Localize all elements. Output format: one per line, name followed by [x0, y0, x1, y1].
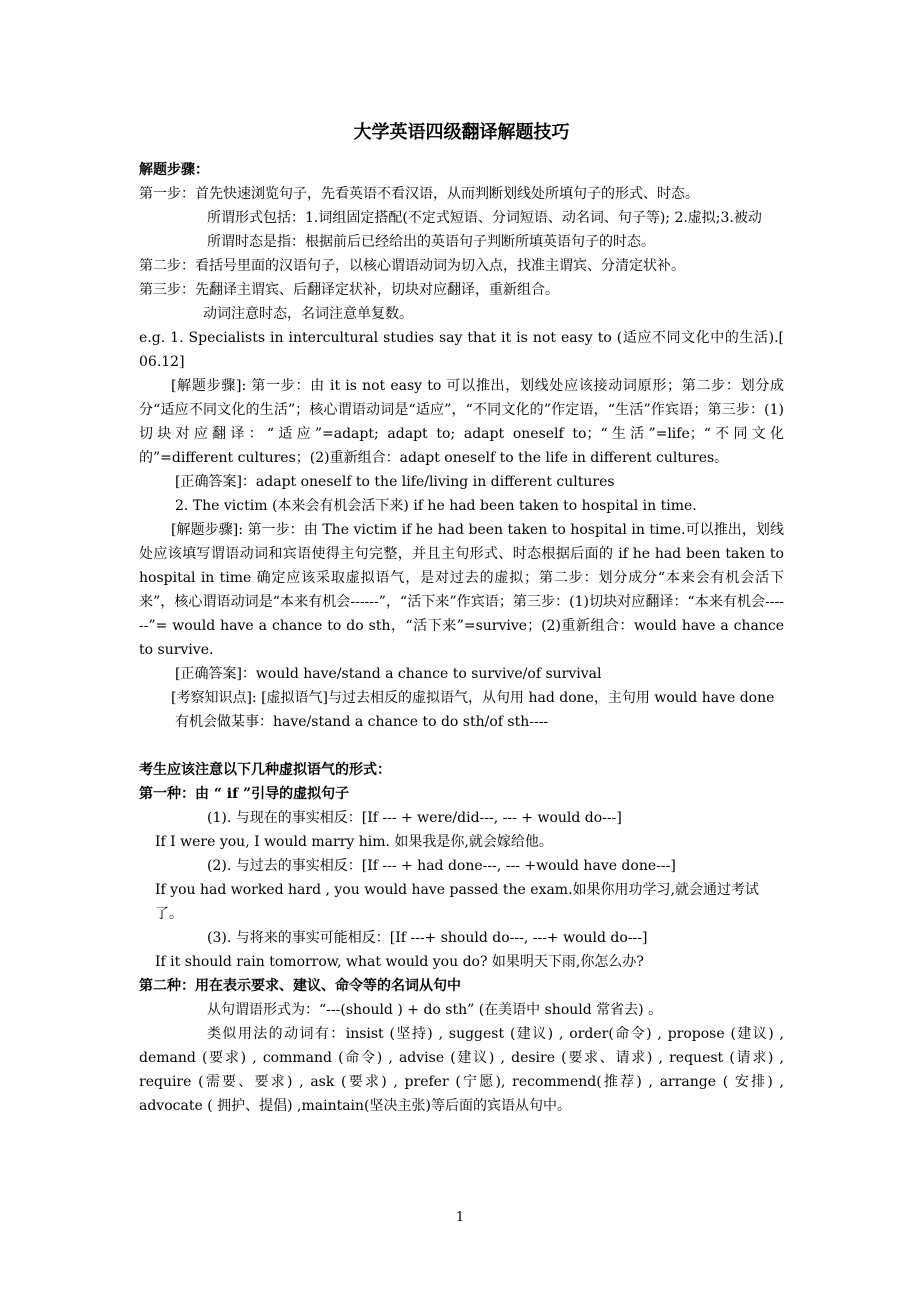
example-2-phrase: 有机会做某事：have/stand a chance to do sth/of sth----	[175, 714, 549, 730]
spacer	[139, 734, 784, 758]
example-2-answer: [正确答案]：would have/stand a chance to survive/of survival	[175, 666, 602, 682]
example-1-sentence: e.g. 1. Specialists in intercultural studies say that it is not easy to (适应不同文化中的生活).[ 06.12]	[139, 330, 784, 370]
steps-heading: 解题步骤：	[139, 162, 209, 178]
step-3: 第三步：先翻译主谓宾、后翻译定状补，切块对应翻译，重新组合。	[139, 282, 559, 298]
type-1-present-example: If I were you, I would marry him. 如果我是你,就会嫁给他。	[155, 834, 553, 850]
page-title: 大学英语四级翻译解题技巧	[353, 122, 570, 143]
step-1-tense-note: 所谓时态是指：根据前后已经给出的英语句子判断所填英语句子的时态。	[207, 234, 655, 250]
example-2-knowledge-point: [考察知识点]: [虚拟语气]与过去相反的虚拟语气，从句用 had done，主句用 would have done	[171, 690, 775, 706]
type-1-future-rule: (3). 与将来的事实可能相反：[If ---+ should do---, ---+ would do---]	[207, 930, 648, 946]
example-1-answer: [正确答案]：adapt oneself to the life/living in different cultures	[175, 474, 615, 490]
step-1-form-note: 所谓形式包括：1.词组固定搭配(不定式短语、分词短语、动名词、句子等); 2.虚拟;3.被动	[207, 210, 762, 226]
type-1-future-example: If it should rain tomorrow, what would you do? 如果明天下雨,你怎么办?	[155, 954, 644, 970]
example-2-sentence: 2. The victim (本来会有机会活下来) if he had been taken to hospital in time.	[175, 498, 697, 514]
document-body	[139, 120, 784, 1118]
page-number: 1	[455, 1210, 465, 1225]
type-1-heading: 第一种：由 “ if ”引导的虚拟句子	[139, 786, 350, 802]
type-2-verbs: 类似用法的动词有：insist (坚持) , suggest (建议) , order(命令) , propose (建议) , demand (要求) , command (命令) , advise (建议) , desire (要求、请求) , request (请求) , require (需要、要求) , ask (要求) , prefer (宁愿), recommend(推荐) , arrange ( 安排) , advocate ( 拥护、提倡) ,maintain(坚决主张)等后面的宾语从句中。	[139, 1026, 784, 1114]
example-2-steps: [解题步骤]: 第一步：由 The victim if he had been taken to hospital in time.可以推出，划线处应该填写谓语动词和宾语使得主句完整，并且主句形式、时态根据后面的 if he had been taken to hospital in time 确定应该采取虚拟语气，是对过去的虚拟；第二步：划分成分“本来会有机会活下来”，核心谓语动词是“本来有机会------”，“活下来”作宾语；第三步：(1)切块对应翻译：“本来有机会------”= would have a chance to do sth，“活下来”=survive；(2)重新组合：would have a chance to survive.	[139, 522, 784, 658]
type-2-heading: 第二种：用在表示要求、建议、命令等的名词从句中	[139, 978, 461, 994]
step-2: 第二步：看括号里面的汉语句子，以核心谓语动词为切入点，找准主谓宾、分清定状补。	[139, 258, 685, 274]
type-1-past-rule: (2). 与过去的事实相反：[If --- + had done---, --- +would have done---]	[207, 858, 676, 874]
subjunctive-forms-heading: 考生应该注意以下几种虚拟语气的形式：	[139, 762, 391, 778]
type-1-past-example: If you had worked hard , you would have passed the exam.如果你用功学习,就会通过考试了。	[155, 882, 759, 922]
step-1: 第一步：首先快速浏览句子，先看英语不看汉语，从而判断划线处所填句子的形式、时态。	[139, 186, 699, 202]
type-2-form: 从句谓语形式为：“---(should ) + do sth” (在美语中 should 常省去) 。	[207, 1002, 663, 1018]
example-1-steps: [解题步骤]: 第一步：由 it is not easy to 可以推出，划线处应该接动词原形；第二步：划分成分“适应不同文化的生活”；核心谓语动词是“适应”，“不同文化的”作定语，“生活”作宾语；第三步：(1)切块对应翻译：“适应”=adapt; adapt to; adapt oneself to；“生活”=life；“不同文化的”=different cultures；(2)重新组合：adapt oneself to the life in different cultures。	[139, 378, 784, 466]
type-1-present-rule: (1). 与现在的事实相反：[If --- + were/did---, --- + would do---]	[207, 810, 622, 826]
step-3-note: 动词注意时态，名词注意单复数。	[203, 306, 413, 322]
